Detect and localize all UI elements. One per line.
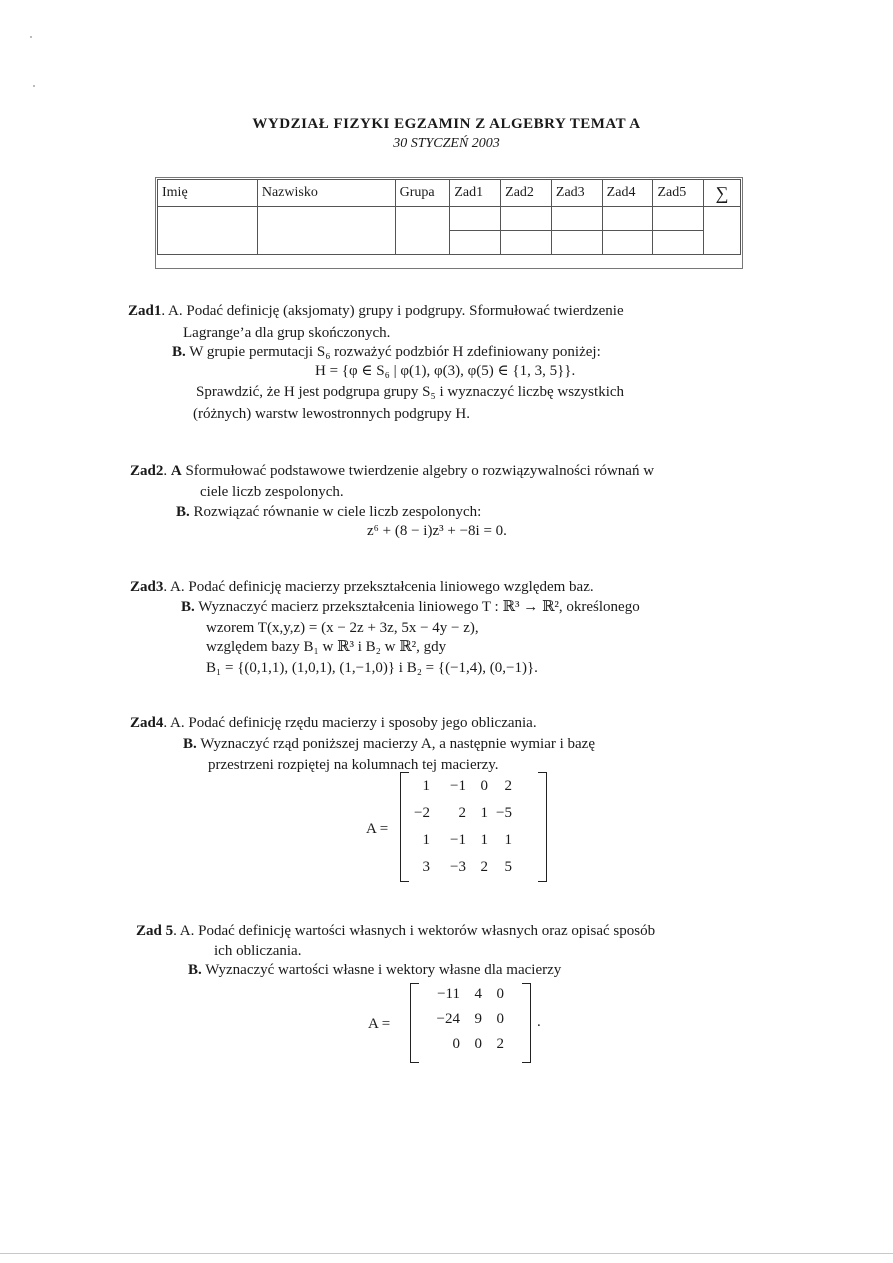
zad4-matrix-right-bracket	[538, 772, 547, 882]
zad4-matrix-cell-r3-c3: 1	[480, 832, 488, 848]
col-zad2: Zad2	[501, 180, 552, 207]
cell-zad3-blank[interactable]	[551, 207, 602, 231]
zad4-matrix-cell-r4-c1: 3	[422, 859, 430, 875]
cell-zad4-blank[interactable]	[602, 207, 653, 231]
zad4-matrix-cell-r1-c4: 2	[504, 778, 512, 794]
zad4-matrix-cell-r4-c3: 2	[480, 859, 488, 875]
col-zad3: Zad3	[551, 180, 602, 207]
zad5-matrix-left-bracket	[410, 983, 419, 1063]
zad1-b-line3: (różnych) warstw lewostronnych podgrupy H.	[193, 406, 471, 422]
zad4-matrix-name: A =	[366, 821, 389, 837]
zad1-b-label: B.	[172, 344, 186, 360]
col-grupa: Grupa	[395, 180, 450, 207]
cell-grupa-blank[interactable]	[395, 207, 450, 255]
zad1-b-line1: W grupie permutacji S₆ rozważyć podzbiór H zdefiniowany poniżej:	[189, 344, 601, 360]
zad4-matrix-cell-r3-c2: −1	[450, 832, 466, 848]
zad4-matrix-cell-r3-c4: 1	[504, 832, 512, 848]
cell-zad1-blank-2[interactable]	[450, 231, 501, 255]
zad5-b-line1: Wyznaczyć wartości własne i wektory własne dla macierzy	[205, 962, 562, 978]
zad3-label: Zad3	[130, 579, 164, 595]
scan-speck	[30, 36, 32, 38]
zad1-a-label: A.	[168, 303, 183, 319]
zad2-a-line2: ciele liczb zespolonych.	[200, 484, 344, 500]
zad2-b-formula: z⁶ + (8 − i)z³ + −8i = 0.	[367, 523, 507, 539]
zad4-matrix-cell-r1-c2: −1	[450, 778, 466, 794]
zad5-matrix-cell-r1-c3: 0	[496, 986, 504, 1002]
zad5-a-label: A.	[179, 923, 195, 939]
zad1-a-line1: Podać definicję (aksjomaty) grupy i podgrupy. Sformułować twierdzenie	[186, 303, 624, 319]
zad3-b-line1: Wyznaczyć macierz przekształcenia liniowego T : ℝ³ → ℝ², określonego	[198, 599, 640, 615]
zad4-a-line1: Podać definicję rzędu macierzy i sposoby jego obliczania.	[188, 715, 537, 731]
zad5-matrix-cell-r3-c2: 0	[474, 1036, 482, 1052]
zad5-a-line1: Podać definicję wartości własnych i wektorów własnych oraz opisać sposób	[198, 923, 656, 939]
zad5-matrix-tail: .	[537, 1014, 541, 1030]
zad4-b-line2: przestrzeni rozpiętej na kolumnach tej macierzy.	[208, 757, 499, 773]
zad4-heading: Zad4. A. Podać definicję rzędu macierzy i sposoby jego obliczania.	[130, 715, 537, 731]
zad5-matrix-cell-r2-c1: −24	[436, 1011, 460, 1027]
zad4-matrix-cell-r1-c3: 0	[480, 778, 488, 794]
zad5-matrix-cell-r1-c1: −11	[437, 986, 460, 1002]
zad4-label: Zad4	[130, 715, 164, 731]
zad4-b-label: B.	[183, 736, 197, 752]
cell-zad5-blank[interactable]	[653, 207, 704, 231]
zad1-b	[172, 343, 601, 362]
cell-zad2-blank[interactable]	[501, 207, 552, 231]
zad5-matrix-name: A =	[368, 1016, 391, 1032]
zad4-matrix-cell-r2-c4: −5	[496, 805, 512, 821]
zad2-b	[176, 503, 481, 522]
zad2-label: Zad2	[130, 463, 164, 479]
zad2-a-label: A	[170, 463, 182, 479]
zad2-a-line1: Sformułować podstawowe twierdzenie algebry o rozwiązywalności równań w	[185, 463, 655, 479]
zad1-heading: Zad1. A. Podać definicję (aksjomaty) grupy i podgrupy. Sformułować twierdzenie	[128, 303, 624, 319]
zad1-label: Zad1	[128, 303, 162, 319]
scan-edge-line	[0, 1253, 893, 1254]
exam-title: WYDZIAŁ FIZYKI EGZAMIN Z ALGEBRY TEMAT A	[252, 116, 641, 132]
zad5-b	[188, 961, 561, 980]
zad5-matrix-cell-r3-c1: 0	[452, 1036, 460, 1052]
zad4-a-label: A.	[170, 715, 185, 731]
col-zad5: Zad5	[653, 180, 704, 207]
zad5-matrix-right-bracket	[522, 983, 531, 1063]
zad2-heading: Zad2. A Sformułować podstawowe twierdzenie algebry o rozwiązywalności równań w	[130, 463, 655, 479]
zad4-matrix-cell-r1-c1: 1	[422, 778, 430, 794]
cell-sum-blank[interactable]	[704, 207, 741, 255]
zad5-label: Zad 5	[136, 923, 174, 939]
exam-date: 30 STYCZEŃ 2003	[393, 136, 500, 151]
zad3-b-line4: B₁ = {(0,1,1), (1,0,1), (1,−1,0)} i B₂ = {(−1,4), (0,−1)}.	[206, 660, 538, 676]
cell-zad5-blank-2[interactable]	[653, 231, 704, 255]
zad1-b-line2: Sprawdzić, że H jest podgrupa grupy S₅ i wyznaczyć liczbę wszystkich	[196, 384, 625, 400]
zad5-matrix-cell-r3-c3: 2	[496, 1036, 504, 1052]
cell-imie-blank[interactable]	[158, 207, 258, 255]
zad4-b	[183, 735, 595, 754]
grade-table	[157, 179, 741, 255]
zad3-b-line3: względem bazy B₁ w ℝ³ i B₂ w ℝ², gdy	[206, 639, 447, 655]
zad4-matrix-cell-r4-c2: −3	[450, 859, 466, 875]
cell-zad1-blank[interactable]	[450, 207, 501, 231]
zad4-matrix-cell-r4-c4: 5	[504, 859, 512, 875]
cell-nazwisko-blank[interactable]	[257, 207, 395, 255]
zad3-heading: Zad3. A. Podać definicję macierzy przekształcenia liniowego względem baz.	[130, 579, 594, 595]
col-nazwisko: Nazwisko	[257, 180, 395, 207]
zad4-matrix-cell-r2-c2: 2	[458, 805, 466, 821]
zad3-a-label: A.	[170, 579, 185, 595]
zad4-matrix-cell-r2-c3: 1	[480, 805, 488, 821]
cell-zad3-blank-2[interactable]	[551, 231, 602, 255]
zad1-b-formula: H = {φ ∈ S₆ | φ(1), φ(3), φ(5) ∈ {1, 3, 5}}.	[315, 363, 576, 379]
zad3-b-label: B.	[181, 599, 195, 615]
cell-zad2-blank-2[interactable]	[501, 231, 552, 255]
zad4-b-line1: Wyznaczyć rząd poniższej macierzy A, a następnie wymiar i bazę	[200, 736, 595, 752]
zad5-matrix-cell-r2-c3: 0	[496, 1011, 504, 1027]
zad5-heading: Zad 5. A. Podać definicję wartości własnych i wektorów własnych oraz opisać sposób	[136, 923, 656, 939]
zad2-b-label: B.	[176, 504, 190, 520]
col-sum: ∑	[704, 180, 741, 207]
zad3-b	[181, 598, 640, 617]
zad2-b-line1: Rozwiązać równanie w ciele liczb zespolonych:	[193, 504, 482, 520]
zad4-matrix-cell-r2-c1: −2	[414, 805, 430, 821]
zad1-a-line2: Lagrange’a dla grup skończonych.	[183, 325, 391, 341]
col-zad4: Zad4	[602, 180, 653, 207]
col-zad1: Zad1	[450, 180, 501, 207]
zad4-matrix-cell-r3-c1: 1	[422, 832, 430, 848]
scan-speck	[33, 85, 35, 87]
cell-zad4-blank-2[interactable]	[602, 231, 653, 255]
zad5-b-label: B.	[188, 962, 202, 978]
zad5-matrix-cell-r1-c2: 4	[474, 986, 482, 1002]
col-imie: Imię	[158, 180, 258, 207]
zad5-matrix-cell-r2-c2: 9	[474, 1011, 482, 1027]
zad3-a-line1: Podać definicję macierzy przekształcenia liniowego względem baz.	[188, 579, 594, 595]
zad3-b-line2: wzorem T(x,y,z) = (x − 2z + 3z, 5x − 4y − z),	[206, 620, 479, 636]
zad5-a-line2: ich obliczania.	[214, 943, 302, 959]
